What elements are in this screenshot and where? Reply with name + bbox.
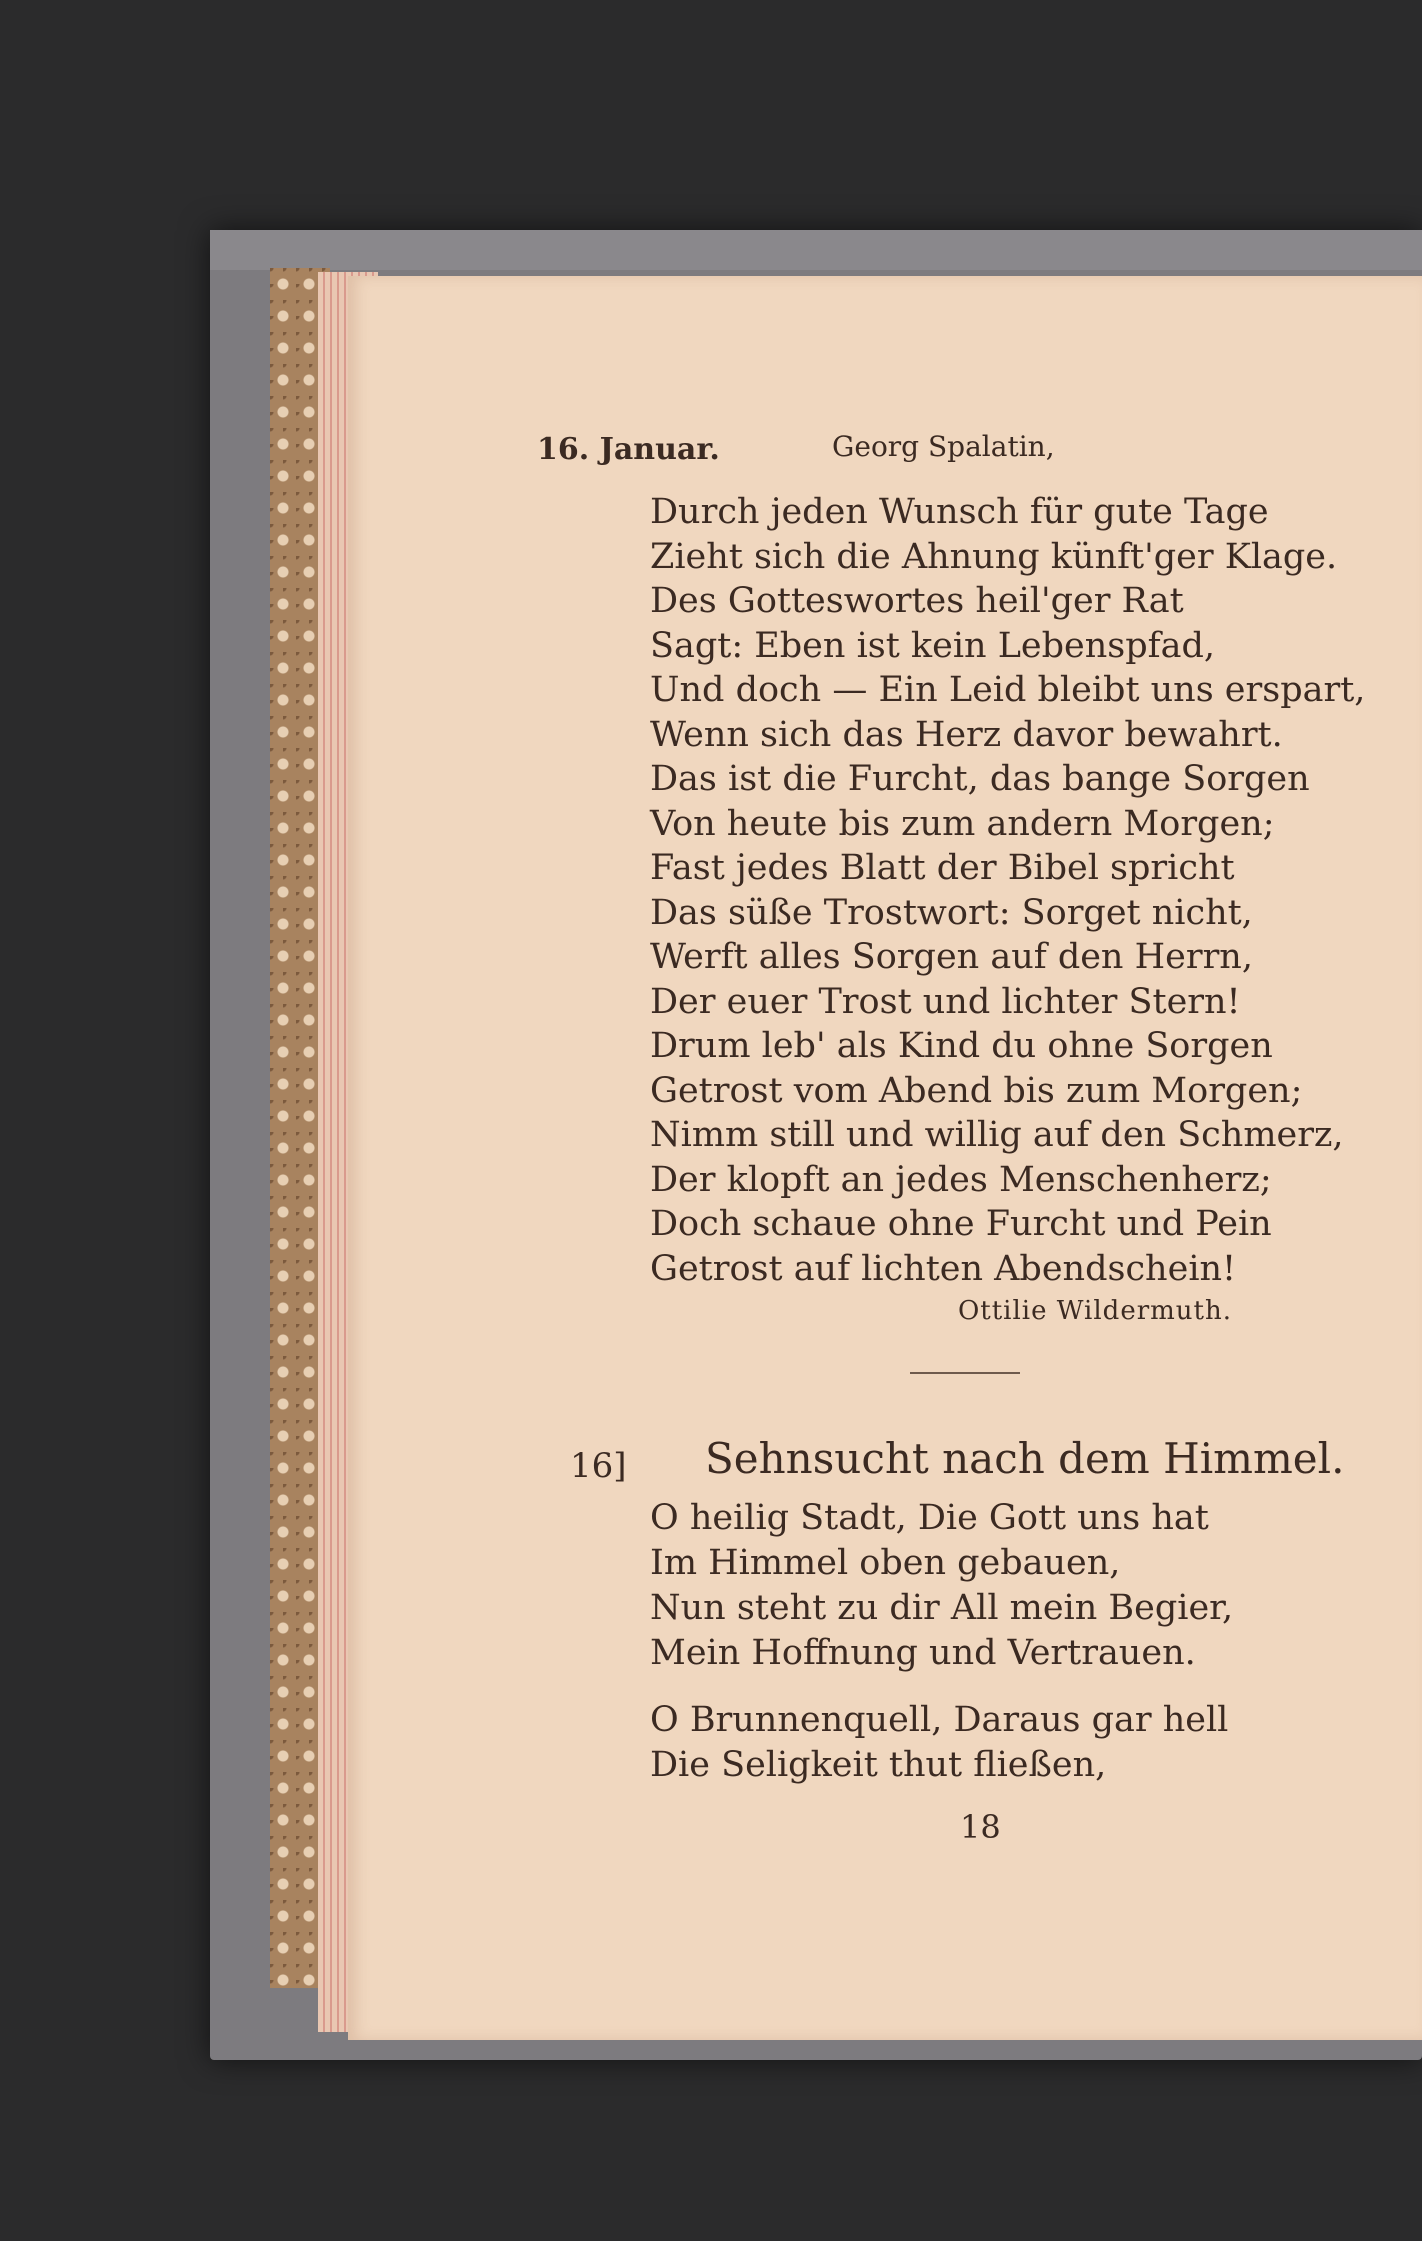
poem-line: Getrost vom Abend bis zum Morgen; [650,1070,1303,1111]
poem-line: Der klopft an jedes Menschenherz; [650,1159,1272,1200]
poem-wildermuth [650,490,1365,1291]
section-title: Sehnsucht nach dem Himmel. [705,1434,1345,1483]
poem-line: Zieht sich die Ahnung künft'ger Klage. [650,536,1338,577]
poem-line: Durch jeden Wunsch für gute Tage [650,492,1269,532]
poem-signature: Ottilie Wildermuth. [957,1296,1232,1326]
poem-line: O heilig Stadt, Die Gott uns hat [650,1498,1209,1538]
poem-line: Nun steht zu dir All mein Begier, [650,1588,1234,1628]
poem-line: Getrost auf lichten Abendschein! [650,1248,1237,1289]
poem-line: Im Himmel oben gebauen, [650,1543,1121,1583]
poem-line: Nimm still und willig auf den Schmerz, [650,1115,1344,1155]
poem-line: Des Gotteswortes heil'ger Rat [650,581,1184,621]
section-divider [910,1372,1020,1374]
stanza-gap [650,1676,1233,1698]
section-number: 16] [570,1446,627,1486]
poem-line: O Brunnenquell, Daraus gar hell [650,1700,1229,1740]
running-head-date: 16. Januar. [537,432,720,467]
poem-line: Wenn sich das Herz davor bewahrt. [650,714,1283,755]
poem-line: Mein Hoffnung und Vertrauen. [650,1633,1196,1673]
poem-line: Das süße Trostwort: Sorget nicht, [650,892,1253,933]
poem-line: Doch schaue ohne Furcht und Pein [650,1204,1272,1244]
page-number: 18 [960,1808,1001,1846]
poem-line: Und doch — Ein Leid bleibt uns erspart, [650,670,1366,710]
poem-line: Das ist die Furcht, das bange Sorgen [650,759,1310,799]
poem-line: Drum leb' als Kind du ohne Sorgen [650,1026,1273,1066]
poem-sehnsucht [650,1496,1233,1788]
poem-line: Werft alles Sorgen auf den Herrn, [650,937,1253,977]
poem-line: Von heute bis zum andern Morgen; [650,803,1275,844]
poem-line: Die Seligkeit thut fließen, [650,1745,1107,1785]
running-head-author: Georg Spalatin, [832,430,1055,463]
cover-top-edge [210,230,1422,270]
poem-line: Fast jedes Blatt der Bibel spricht [650,848,1235,888]
poem-line: Der euer Trost und lichter Stern! [650,981,1241,1022]
poem-line: Sagt: Eben ist kein Lebenspfad, [650,625,1216,666]
